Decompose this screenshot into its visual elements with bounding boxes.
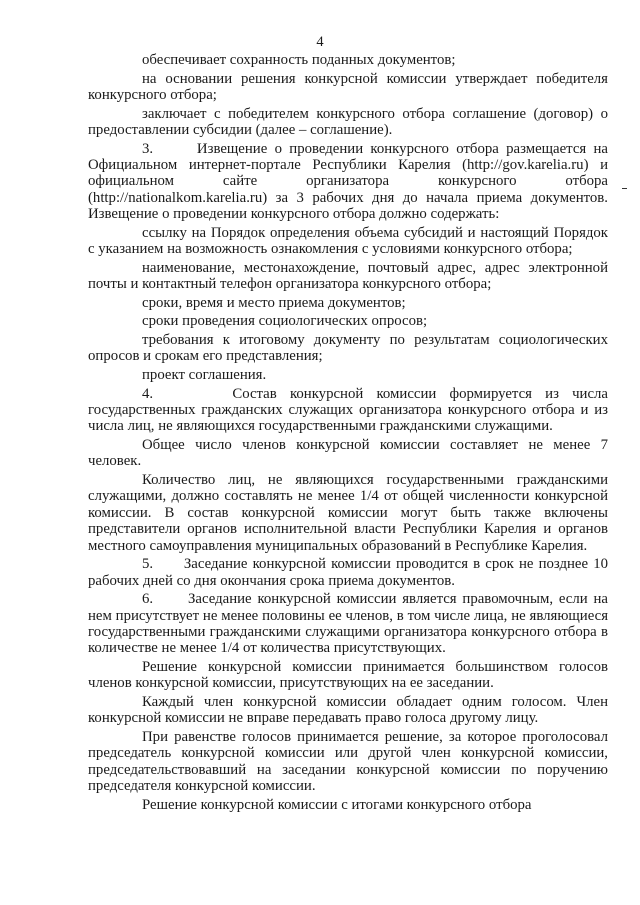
paragraph: заключает с победителем конкурсного отбора соглашение (договор) о предоставлении субсидии (далее – соглашение). bbox=[88, 105, 608, 138]
paragraph: сроки, время и место приема документов; bbox=[142, 294, 406, 311]
paragraph-item-4: 4. Состав конкурсной комиссии формируется из числа государственных гражданских служащих организатора конкурсного отбора и из числа лиц, не являющихся государственными гражданскими служащими. bbox=[88, 385, 608, 435]
document-body bbox=[88, 52, 608, 813]
paragraph: Количество лиц, не являющихся государственными гражданскими служащими, должно составлять не менее 1/4 от общей численности конкурсной комиссии. В состав конкурсной комиссии могут быть также включены представители органов исполнительной власти Республики Карелия и органов местного самоуправления муниципальных образований в Республике Карелия. bbox=[88, 472, 608, 554]
paragraph: При равенстве голосов принимается решение, за которое проголосовал председатель конкурсной комиссии или другой член конкурсной комиссии, председательствовавший на заседании конкурсной комиссии по поручению председателя конкурсной комиссии. bbox=[88, 729, 608, 795]
paragraph: Общее число членов конкурсной комиссии составляет не менее 7 человек. bbox=[88, 437, 608, 470]
paragraph: Решение конкурсной комиссии с итогами конкурсного отбора bbox=[142, 796, 532, 813]
paragraph-item-5: 5. Заседание конкурсной комиссии проводится в срок не позднее 10 рабочих дней со дня окончания срока приема документов. bbox=[88, 556, 608, 589]
paragraph: на основании решения конкурсной комиссии утверждает победителя конкурсного отбора; bbox=[88, 70, 608, 103]
paragraph: Каждый член конкурсной комиссии обладает одним голосом. Член конкурсной комиссии не вправе передавать право голоса другому лицу. bbox=[88, 694, 608, 727]
paragraph-item-3: 3. Извещение о проведении конкурсного отбора размещается на Официальном интернет-портале Республики Карелия (http://gov.karelia.ru) и официальном сайте организатора конкурсного отбора (http://nationalkom.karelia.ru) за 3 рабочих дня до начала приема документов. Извещение о проведении конкурсного отбора должно содержать: bbox=[88, 140, 608, 223]
paragraph: ссылку на Порядок определения объема субсидий и настоящий Порядок с указанием на возможность ознакомления с условиями конкурсного отбора; bbox=[88, 224, 608, 258]
paragraph-item-6: 6. Заседание конкурсной комиссии является правомочным, если на нем присутствует не менее половины ее членов, в том числе лица, не являющиеся государственными гражданскими служащими организатора конкурсного отбора в количестве не менее 1/4 от количества присутствующих. bbox=[88, 591, 608, 657]
paragraph: требования к итоговому документу по результатам социологических опросов и срокам его представления; bbox=[88, 332, 608, 365]
margin-mark bbox=[622, 188, 627, 189]
paragraph: проект соглашения. bbox=[142, 367, 267, 383]
paragraph: наименование, местонахождение, почтовый адрес, адрес электронной почты и контактный телефон организатора конкурсного отбора; bbox=[88, 259, 608, 293]
paragraph: Решение конкурсной комиссии принимается большинством голосов членов конкурсной комиссии, присутствующих на ее заседании. bbox=[88, 659, 608, 692]
page-number: 4 bbox=[316, 34, 324, 50]
paragraph: сроки проведения социологических опросов; bbox=[142, 313, 428, 330]
paragraph: обеспечивает сохранность поданных документов; bbox=[142, 52, 456, 68]
